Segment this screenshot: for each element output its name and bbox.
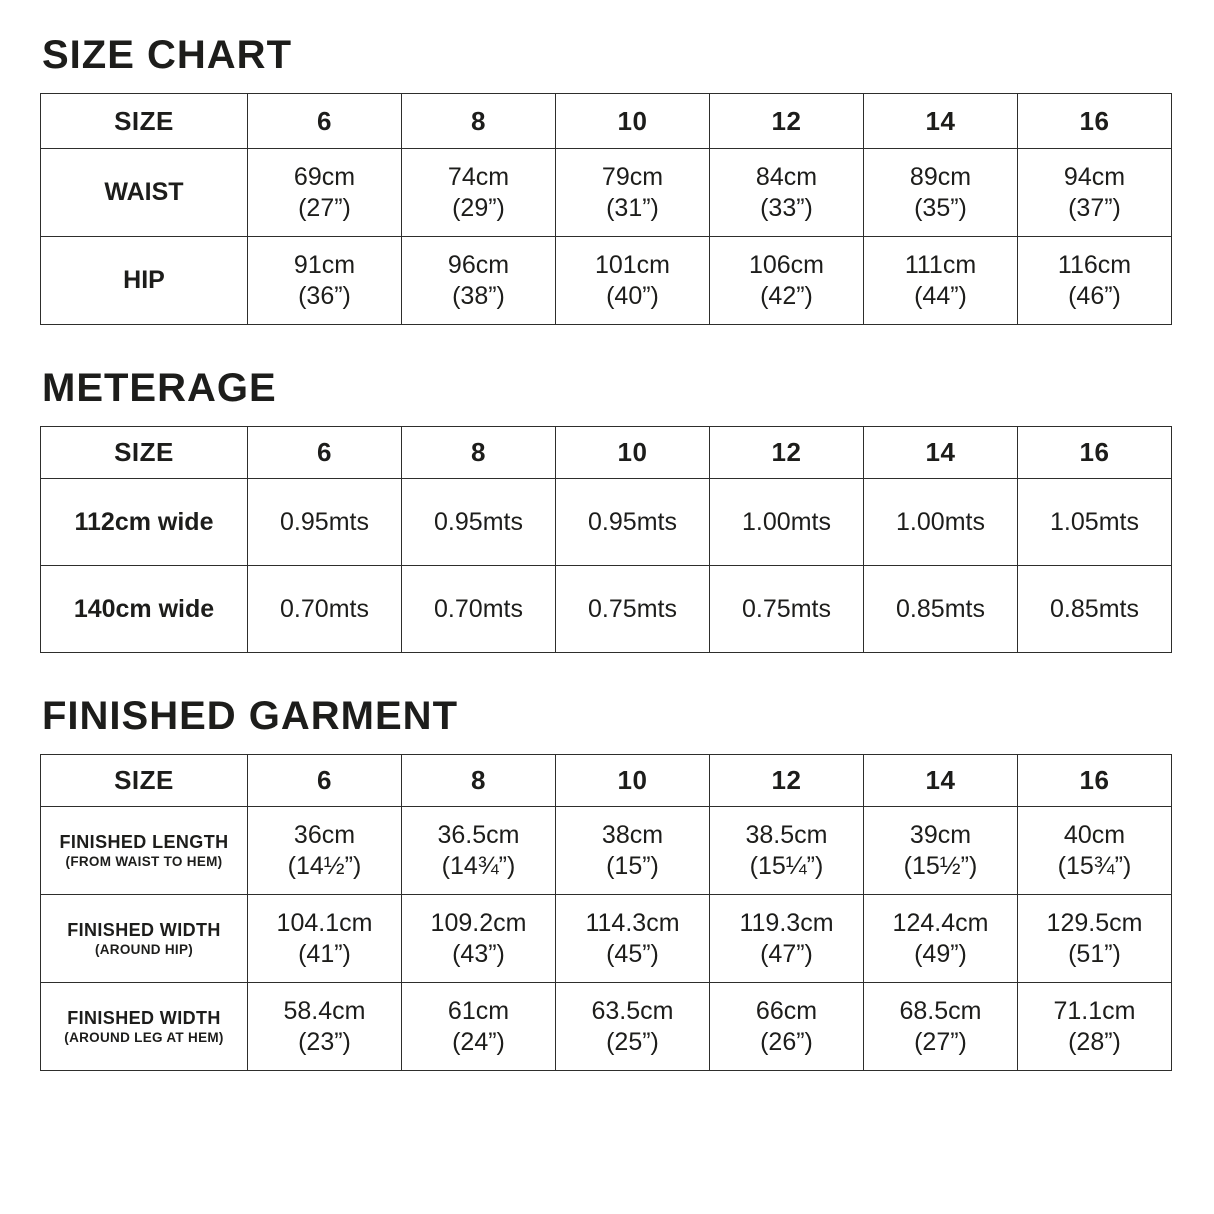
cell-value-cm: 63.5cm xyxy=(591,996,674,1025)
size-chart-table xyxy=(40,93,1172,325)
cell-value-in: (28”) xyxy=(1068,1027,1121,1056)
column-header: 8 xyxy=(402,755,556,807)
table-cell xyxy=(1018,479,1172,566)
column-header-size: SIZE xyxy=(41,94,248,149)
cell-value-in: (35”) xyxy=(914,193,967,222)
cell-value-cm: 71.1cm xyxy=(1053,996,1136,1025)
cell-value-mts: 0.85mts xyxy=(1050,594,1139,623)
cell-value-cm: 39cm xyxy=(909,820,972,849)
table-cell xyxy=(1018,895,1172,983)
table-cell xyxy=(248,983,402,1071)
cell-value-mts: 0.95mts xyxy=(434,507,523,536)
header-row xyxy=(41,427,1172,479)
row-label-hip: HIP xyxy=(41,237,248,325)
column-header: 12 xyxy=(710,755,864,807)
meterage-table xyxy=(40,426,1172,653)
table-cell xyxy=(710,807,864,895)
table-cell xyxy=(402,566,556,653)
table-cell xyxy=(710,983,864,1071)
column-header: 14 xyxy=(864,755,1018,807)
cell-value-in: (40”) xyxy=(606,281,659,310)
cell-value-cm: 58.4cm xyxy=(283,996,366,1025)
column-header: 8 xyxy=(402,94,556,149)
header-row xyxy=(41,755,1172,807)
table-cell xyxy=(710,237,864,325)
cell-value-in: (38”) xyxy=(452,281,505,310)
cell-value-mts: 0.95mts xyxy=(588,507,677,536)
table-cell xyxy=(556,807,710,895)
cell-value-in: (29”) xyxy=(452,193,505,222)
cell-value-in: (27”) xyxy=(298,193,351,222)
table-row-finished-width-hip xyxy=(41,895,1172,983)
column-header: 6 xyxy=(248,755,402,807)
cell-value-cm: 129.5cm xyxy=(1046,908,1143,937)
table-cell xyxy=(864,479,1018,566)
table-cell xyxy=(556,983,710,1071)
cell-value-cm: 89cm xyxy=(909,162,972,191)
table-cell xyxy=(556,479,710,566)
column-header: 16 xyxy=(1018,427,1172,479)
cell-value-cm: 96cm xyxy=(447,250,510,279)
column-header: 12 xyxy=(710,427,864,479)
table-cell xyxy=(556,895,710,983)
table-cell xyxy=(402,479,556,566)
table-cell xyxy=(710,566,864,653)
cell-value-cm: 69cm xyxy=(293,162,356,191)
cell-value-in: (42”) xyxy=(760,281,813,310)
table-cell xyxy=(556,237,710,325)
table-cell xyxy=(1018,807,1172,895)
cell-value-in: (25”) xyxy=(606,1027,659,1056)
finished-garment-title: FINISHED GARMENT xyxy=(42,694,458,738)
row-label-waist: WAIST xyxy=(41,149,248,237)
cell-value-in: (46”) xyxy=(1068,281,1121,310)
cell-value-mts: 1.00mts xyxy=(896,507,985,536)
cell-value-cm: 79cm xyxy=(601,162,664,191)
cell-value-in: (45”) xyxy=(606,939,659,968)
cell-value-in: (51”) xyxy=(1068,939,1121,968)
cell-value-mts: 0.70mts xyxy=(434,594,523,623)
cell-value-in: (26”) xyxy=(760,1027,813,1056)
cell-value-cm: 38.5cm xyxy=(745,820,828,849)
table-cell xyxy=(864,895,1018,983)
table-cell xyxy=(248,237,402,325)
table-cell xyxy=(248,149,402,237)
column-header: 14 xyxy=(864,427,1018,479)
cell-value-in: (37”) xyxy=(1068,193,1121,222)
table-row-waist xyxy=(41,149,1172,237)
column-header: 10 xyxy=(556,94,710,149)
cell-value-in: (23”) xyxy=(298,1027,351,1056)
column-header-size: SIZE xyxy=(41,427,248,479)
row-label-main: FINISHED WIDTH xyxy=(67,1008,221,1028)
table-cell xyxy=(864,807,1018,895)
cell-value-cm: 91cm xyxy=(293,250,356,279)
row-label-finished-width-leg xyxy=(41,983,248,1071)
cell-value-in: (47”) xyxy=(760,939,813,968)
table-cell xyxy=(1018,237,1172,325)
cell-value-cm: 116cm xyxy=(1057,250,1132,279)
table-row-hip xyxy=(41,237,1172,325)
cell-value-in: (33”) xyxy=(760,193,813,222)
cell-value-in: (24”) xyxy=(452,1027,505,1056)
row-label-sub: (AROUND HIP) xyxy=(94,942,194,957)
row-label-main: FINISHED WIDTH xyxy=(67,920,221,940)
table-row-finished-length xyxy=(41,807,1172,895)
cell-value-mts: 0.70mts xyxy=(280,594,369,623)
table-cell xyxy=(556,566,710,653)
table-row-140cm-wide xyxy=(41,566,1172,653)
table-cell xyxy=(864,566,1018,653)
column-header: 6 xyxy=(248,427,402,479)
cell-value-cm: 38cm xyxy=(601,820,664,849)
cell-value-cm: 36.5cm xyxy=(437,820,520,849)
cell-value-cm: 61cm xyxy=(447,996,510,1025)
column-header: 12 xyxy=(710,94,864,149)
cell-value-in: (27”) xyxy=(914,1027,967,1056)
table-row-finished-width-leg xyxy=(41,983,1172,1071)
table-cell xyxy=(248,807,402,895)
cell-value-mts: 0.75mts xyxy=(742,594,831,623)
table-cell xyxy=(1018,149,1172,237)
column-header-size: SIZE xyxy=(41,755,248,807)
cell-value-in: (36”) xyxy=(298,281,351,310)
row-label-140cm-wide: 140cm wide xyxy=(41,566,248,653)
table-cell xyxy=(248,566,402,653)
meterage-title: METERAGE xyxy=(42,366,277,410)
cell-value-cm: 94cm xyxy=(1063,162,1126,191)
row-label-112cm-wide: 112cm wide xyxy=(41,479,248,566)
row-label-main: FINISHED LENGTH xyxy=(59,832,229,852)
row-label-finished-length xyxy=(41,807,248,895)
row-label-sub: (FROM WAIST TO HEM) xyxy=(65,854,223,869)
finished-garment-section xyxy=(40,695,1172,1071)
table-cell xyxy=(1018,983,1172,1071)
cell-value-mts: 0.75mts xyxy=(588,594,677,623)
cell-value-cm: 111cm xyxy=(904,250,977,279)
table-cell xyxy=(864,149,1018,237)
table-cell xyxy=(710,479,864,566)
row-label-sub: (AROUND LEG AT HEM) xyxy=(64,1030,224,1045)
cell-value-cm: 68.5cm xyxy=(899,996,982,1025)
cell-value-cm: 66cm xyxy=(755,996,818,1025)
cell-value-cm: 101cm xyxy=(594,250,671,279)
table-cell xyxy=(402,149,556,237)
cell-value-cm: 104.1cm xyxy=(276,908,373,937)
column-header: 10 xyxy=(556,427,710,479)
cell-value-cm: 74cm xyxy=(447,162,510,191)
column-header: 16 xyxy=(1018,755,1172,807)
size-chart-section xyxy=(40,34,1172,325)
column-header: 14 xyxy=(864,94,1018,149)
cell-value-cm: 124.4cm xyxy=(892,908,989,937)
cell-value-in: (15¾”) xyxy=(1057,851,1132,880)
column-header: 16 xyxy=(1018,94,1172,149)
cell-value-mts: 0.85mts xyxy=(896,594,985,623)
cell-value-in: (14¾”) xyxy=(441,851,516,880)
table-cell xyxy=(1018,566,1172,653)
table-cell xyxy=(556,149,710,237)
cell-value-cm: 36cm xyxy=(293,820,356,849)
table-cell xyxy=(710,895,864,983)
table-cell xyxy=(402,895,556,983)
size-chart-title: SIZE CHART xyxy=(42,33,292,77)
table-row-112cm-wide xyxy=(41,479,1172,566)
cell-value-in: (15¼”) xyxy=(749,851,824,880)
cell-value-in: (31”) xyxy=(606,193,659,222)
header-row xyxy=(41,94,1172,149)
table-cell xyxy=(402,807,556,895)
table-cell xyxy=(248,895,402,983)
cell-value-cm: 84cm xyxy=(755,162,818,191)
column-header: 6 xyxy=(248,94,402,149)
cell-value-in: (49”) xyxy=(914,939,967,968)
cell-value-mts: 1.00mts xyxy=(742,507,831,536)
cell-value-cm: 114.3cm xyxy=(585,908,680,937)
cell-value-in: (15”) xyxy=(606,851,659,880)
row-label-finished-width-hip xyxy=(41,895,248,983)
cell-value-cm: 119.3cm xyxy=(739,908,834,937)
table-cell xyxy=(248,479,402,566)
table-cell xyxy=(402,237,556,325)
meterage-section xyxy=(40,367,1172,653)
cell-value-cm: 40cm xyxy=(1063,820,1126,849)
cell-value-in: (15½”) xyxy=(903,851,978,880)
cell-value-mts: 0.95mts xyxy=(280,507,369,536)
cell-value-cm: 109.2cm xyxy=(430,908,527,937)
table-cell xyxy=(864,983,1018,1071)
column-header: 10 xyxy=(556,755,710,807)
cell-value-cm: 106cm xyxy=(748,250,825,279)
finished-garment-table xyxy=(40,754,1172,1071)
cell-value-in: (43”) xyxy=(452,939,505,968)
cell-value-mts: 1.05mts xyxy=(1050,507,1139,536)
column-header: 8 xyxy=(402,427,556,479)
cell-value-in: (41”) xyxy=(298,939,351,968)
table-cell xyxy=(710,149,864,237)
table-cell xyxy=(864,237,1018,325)
table-cell xyxy=(402,983,556,1071)
cell-value-in: (14½”) xyxy=(287,851,362,880)
cell-value-in: (44”) xyxy=(914,281,967,310)
